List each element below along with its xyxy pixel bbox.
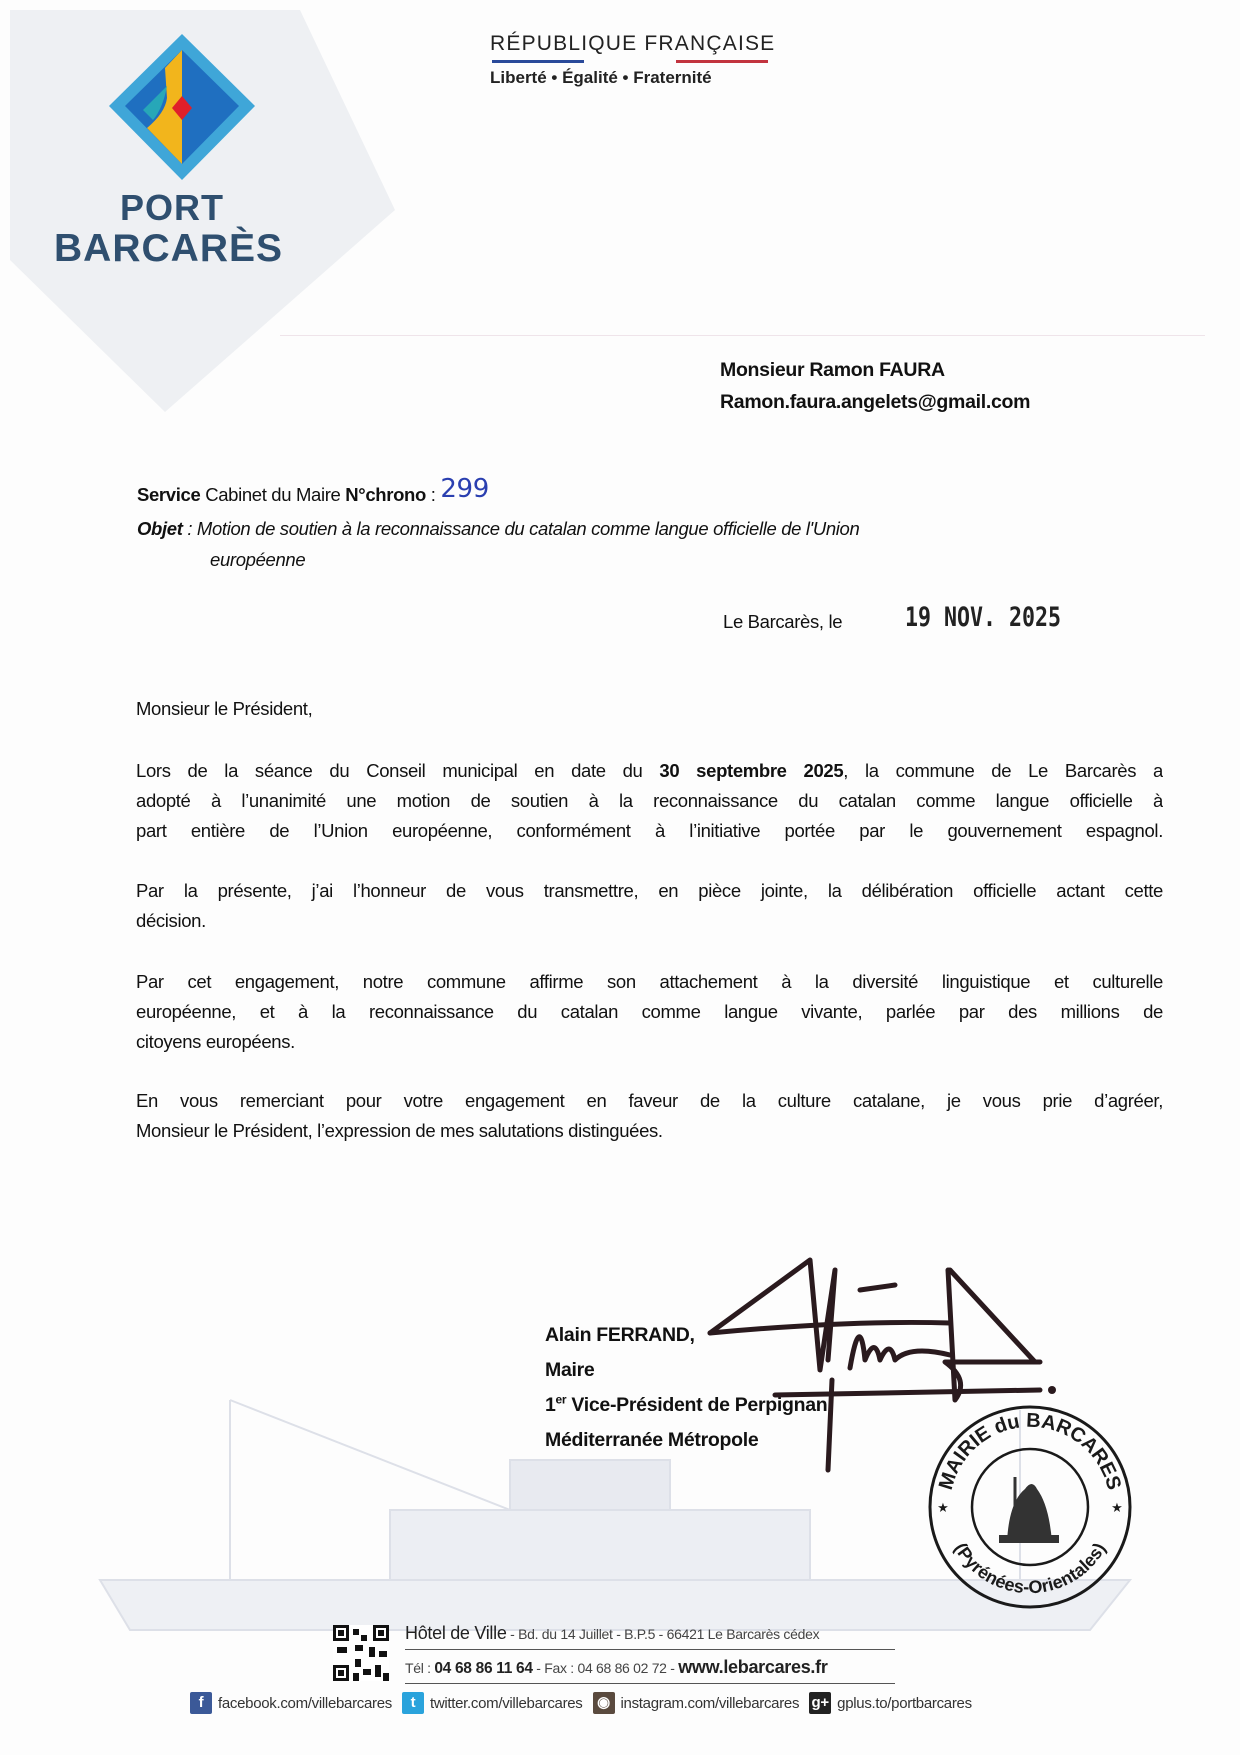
mairie-seal-stamp [925,1402,1135,1612]
social-facebook[interactable] [190,1692,392,1714]
facebook-icon: f [190,1692,212,1714]
p1-text: Lors de la séance du Conseil municipal en date du [136,760,660,781]
port-barcares-logo [105,28,260,188]
signatory-role: Maire [545,1359,595,1381]
paragraph-1-line-1 [136,756,1163,786]
social-label: instagram.com/villebarcares [620,1694,800,1712]
social-twitter[interactable] [402,1692,583,1714]
vp-superscript: er [555,1392,567,1407]
vp-number: 1 [545,1394,556,1416]
footer-contact [405,1656,828,1680]
objet-separator: : [182,518,193,539]
chrono-separator: : [425,484,436,505]
vp-title: Vice-Président de Perpignan [566,1394,828,1416]
p1-text-end: , la commune de Le Barcarès a [843,760,1163,781]
date-place: Le Barcarès, le [723,611,843,632]
signatory-vp-line2: Méditerranée Métropole [545,1429,759,1451]
seal-bottom-text: (Pyrénées-Orientales) [950,1539,1110,1598]
rf-blue-bar [492,60,584,63]
logo-text-barcares: BARCARÈS [54,227,284,270]
social-google-plus[interactable] [809,1692,972,1714]
footer-tel-label: Tél : [405,1660,435,1676]
twitter-icon: t [402,1692,424,1714]
header-divider [280,335,1205,336]
objet-label: Objet [137,518,183,539]
footer-tel: 04 68 86 11 64 [434,1660,533,1677]
social-label: gplus.to/portbarcares [837,1694,972,1712]
paragraph-4-line-1: En vous remerciant pour votre engagement en faveur de la culture catalane, je vous prie d’agréer, [136,1090,1163,1111]
chrono-label: N°chrono [345,484,426,505]
paragraph-2-line-2: décision. [136,910,206,931]
footer-divider-2 [405,1683,895,1684]
social-label: facebook.com/villebarcares [218,1694,392,1712]
objet-text-continued: européenne [210,549,306,570]
date-stamp: 19 NOV. 2025 [905,602,1062,633]
paragraph-2-line-1: Par la présente, j’ai l’honneur de vous transmettre, en pièce jointe, la délibération officielle actant cette [136,880,1163,901]
seal-marianne-figure [999,1477,1059,1543]
instagram-icon: ◉ [593,1692,615,1714]
footer-address [405,1622,819,1646]
signatory-name: Alain FERRAND, [545,1324,695,1346]
republique-francaise-title: RÉPUBLIQUE FRANÇAISE [490,32,776,55]
recipient-name: Monsieur Ramon FAURA [720,359,945,381]
seal-star-left: ★ [937,1500,949,1515]
seal-top-text: MAIRIE du BARCARES [934,1409,1125,1493]
service-value: Cabinet du Maire [205,484,341,505]
footer-divider-1 [405,1649,895,1650]
logo-text-port: PORT [120,187,225,228]
recipient-email: Ramon.faura.angelets@gmail.com [720,391,1031,413]
objet-text: Motion de soutien à la reconnaissance du catalan comme langue officielle de l'Union [196,518,860,539]
svg-text:MAIRIE du BARCARES [935,1410,1125,1493]
qr-code [333,1625,389,1681]
salutation: Monsieur le Président, [136,698,313,719]
footer-fax: - Fax : 04 68 86 02 72 - [532,1660,679,1676]
chrono-value-handwritten: 299 [440,474,489,504]
paragraph-4-line-2: Monsieur le Président, l’expression de mes salutations distinguées. [136,1120,663,1141]
paragraph-3-line-1: Par cet engagement, notre commune affirme son attachement à la diversité linguistique et culturelle [136,971,1163,992]
paragraph-3-line-3: citoyens européens. [136,1031,295,1052]
p1-date-bold: 30 septembre 2025 [659,760,844,781]
rf-red-bar [676,60,768,63]
social-instagram[interactable] [593,1692,800,1714]
google-plus-icon: g+ [809,1692,831,1714]
footer-website-link[interactable]: www.lebarcares.fr [678,1657,828,1677]
republique-motto: Liberté • Égalité • Fraternité [490,68,712,87]
service-line [137,474,489,510]
paragraph-1-line-2: adopté à l’unanimité une motion de soutien à la reconnaissance du catalan comme langue officielle à [136,790,1163,811]
paragraph-1-line-3: part entière de l’Union européenne, conformément à l’initiative portée par le gouvernement espagnol. [136,820,1163,841]
service-label: Service [137,484,201,505]
seal-star-right: ★ [1111,1500,1123,1515]
paragraph-3-line-2: européenne, et à la reconnaissance du catalan comme langue vivante, parlée par des millions de [136,1001,1163,1022]
footer-social-links [190,1692,972,1714]
footer-address-text: - Bd. du 14 Juillet - B.P.5 - 66421 Le Barcarès cédex [506,1626,820,1642]
objet-line [137,514,859,544]
social-label: twitter.com/villebarcares [429,1694,583,1712]
footer-hotel-de-ville: Hôtel de Ville [405,1623,507,1643]
recipient-block [720,354,1030,418]
